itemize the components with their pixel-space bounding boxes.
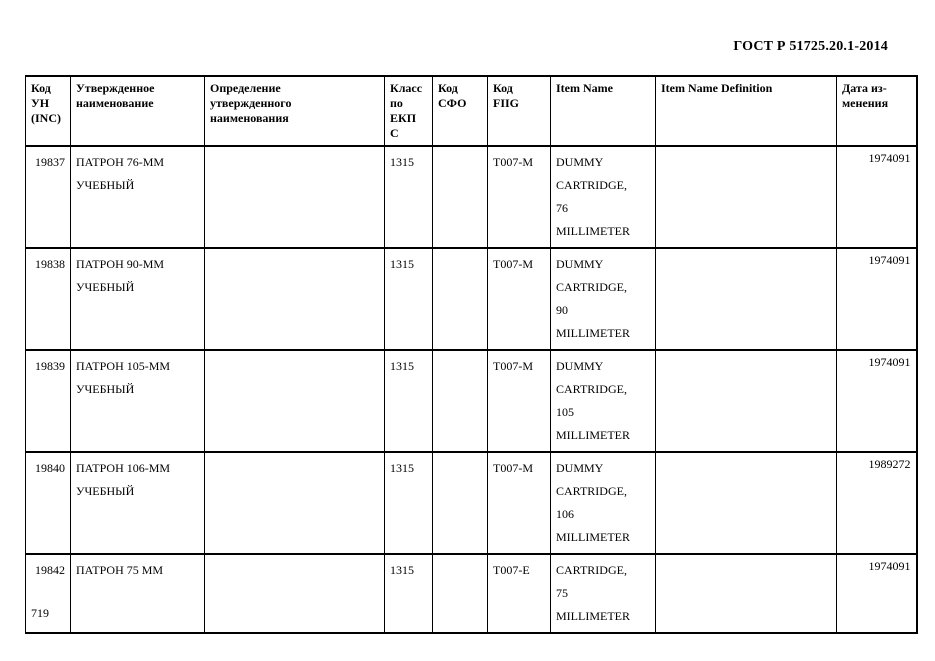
table-row (26, 452, 917, 554)
cell-sfo (433, 350, 488, 452)
cell-fiig: T007-M (488, 350, 551, 452)
col-header-change-date: Дата из- менения (837, 76, 917, 146)
cell-sfo (433, 248, 488, 350)
cell-code: 19840 (26, 452, 71, 554)
cell-item-name-definition (656, 452, 837, 554)
cell-change-date: 1974091 (837, 554, 917, 633)
cell-sfo (433, 554, 488, 633)
cell-item-name: DUMMY CARTRIDGE, 105 MILLIMETER (551, 350, 656, 452)
cell-item-name: DUMMY CARTRIDGE, 90 MILLIMETER (551, 248, 656, 350)
cell-item-name-definition (656, 554, 837, 633)
table-row (26, 146, 917, 248)
cell-code: 19839 (26, 350, 71, 452)
cell-approved-name: ПАТРОН 90-ММ УЧЕБНЫЙ (71, 248, 205, 350)
catalog-table (25, 75, 918, 634)
cell-sfo (433, 452, 488, 554)
table-row (26, 554, 917, 633)
col-header-item-name-definition: Item Name Definition (656, 76, 837, 146)
cell-definition (205, 248, 385, 350)
col-header-class: Класс по ЕКП С (385, 76, 433, 146)
col-header-definition: Определение утвержденного наименования (205, 76, 385, 146)
cell-item-name: DUMMY CARTRIDGE, 76 MILLIMETER (551, 146, 656, 248)
cell-definition (205, 146, 385, 248)
cell-approved-name: ПАТРОН 105-ММ УЧЕБНЫЙ (71, 350, 205, 452)
cell-approved-name: ПАТРОН 75 ММ (71, 554, 205, 633)
table-row (26, 350, 917, 452)
cell-class: 1315 (385, 554, 433, 633)
cell-fiig: T007-M (488, 146, 551, 248)
cell-code: 19837 (26, 146, 71, 248)
table-header-row (26, 76, 917, 146)
cell-item-name-definition (656, 350, 837, 452)
cell-change-date: 1974091 (837, 248, 917, 350)
table-row (26, 248, 917, 350)
cell-sfo (433, 146, 488, 248)
cell-class: 1315 (385, 350, 433, 452)
cell-definition (205, 350, 385, 452)
cell-code: 19842 (26, 554, 71, 633)
cell-item-name: CARTRIDGE, 75 MILLIMETER (551, 554, 656, 633)
cell-code: 19838 (26, 248, 71, 350)
cell-definition (205, 554, 385, 633)
cell-fiig: T007-E (488, 554, 551, 633)
col-header-code: Код УН (INC) (26, 76, 71, 146)
cell-class: 1315 (385, 146, 433, 248)
page-number: 719 (31, 606, 49, 620)
cell-fiig: T007-M (488, 452, 551, 554)
cell-class: 1315 (385, 248, 433, 350)
cell-change-date: 1974091 (837, 350, 917, 452)
col-header-item-name: Item Name (551, 76, 656, 146)
cell-change-date: 1989272 (837, 452, 917, 554)
cell-item-name-definition (656, 146, 837, 248)
cell-item-name: DUMMY CARTRIDGE, 106 MILLIMETER (551, 452, 656, 554)
cell-approved-name: ПАТРОН 76-ММ УЧЕБНЫЙ (71, 146, 205, 248)
col-header-approved-name: Утвержденное наименование (71, 76, 205, 146)
cell-approved-name: ПАТРОН 106-ММ УЧЕБНЫЙ (71, 452, 205, 554)
col-header-fiig: Код FIIG (488, 76, 551, 146)
cell-class: 1315 (385, 452, 433, 554)
cell-change-date: 1974091 (837, 146, 917, 248)
document-title: ГОСТ Р 51725.20.1-2014 (733, 39, 888, 54)
col-header-sfo: Код СФО (433, 76, 488, 146)
cell-definition (205, 452, 385, 554)
cell-item-name-definition (656, 248, 837, 350)
cell-fiig: T007-M (488, 248, 551, 350)
